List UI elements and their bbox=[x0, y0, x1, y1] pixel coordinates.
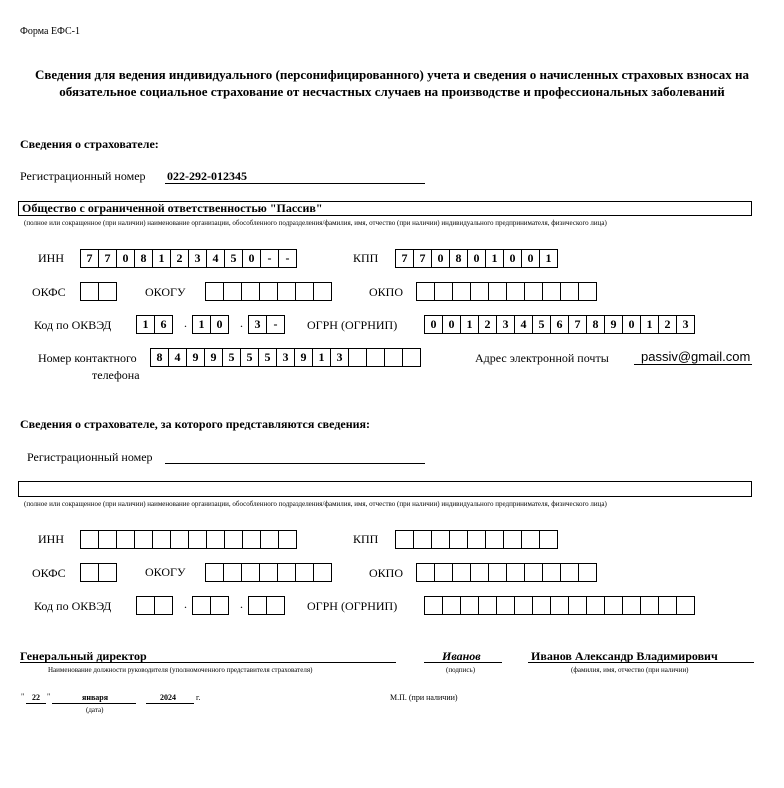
signer-fio: Иванов Александр Владимирович bbox=[531, 649, 718, 663]
insured-inn-field[interactable] bbox=[80, 530, 297, 549]
char-cell bbox=[587, 597, 605, 614]
insurer-okfs-field[interactable] bbox=[80, 282, 117, 301]
char-cell bbox=[623, 597, 641, 614]
insurer-reg-number: 022-292-012345 bbox=[167, 169, 247, 183]
char-cell bbox=[99, 564, 117, 581]
insured-reg-field[interactable] bbox=[165, 463, 425, 464]
insured-okved-label: Код по ОКВЭД bbox=[34, 599, 112, 613]
insurer-reg-label: Регистрационный номер bbox=[20, 169, 146, 183]
insured-kpp-label: КПП bbox=[353, 532, 379, 546]
insurer-ogrn-field[interactable] bbox=[424, 315, 695, 334]
insurer-inn-field[interactable] bbox=[80, 249, 297, 268]
char-cell: 3 bbox=[331, 349, 349, 366]
char-cell: 3 bbox=[497, 316, 515, 333]
insured-okpo-field[interactable] bbox=[416, 563, 597, 582]
insurer-okved-field-1[interactable] bbox=[136, 315, 173, 334]
char-cell bbox=[471, 283, 489, 300]
char-cell bbox=[224, 283, 242, 300]
char-cell bbox=[479, 597, 497, 614]
date-hint: (дата) bbox=[86, 706, 104, 714]
insured-ogrn-field[interactable] bbox=[424, 596, 695, 615]
char-cell bbox=[260, 564, 278, 581]
char-cell: 0 bbox=[468, 250, 486, 267]
date-quote-open: " bbox=[21, 692, 25, 701]
char-cell: 5 bbox=[259, 349, 277, 366]
char-cell bbox=[504, 531, 522, 548]
insurer-okpo-label: ОКПО bbox=[369, 285, 404, 299]
char-cell bbox=[497, 597, 515, 614]
char-cell bbox=[260, 283, 278, 300]
char-cell: 8 bbox=[151, 349, 169, 366]
char-cell: 2 bbox=[479, 316, 497, 333]
insurer-phone-label-2: телефона bbox=[92, 368, 140, 382]
char-cell bbox=[117, 531, 135, 548]
char-cell bbox=[414, 531, 432, 548]
char-cell: 3 bbox=[677, 316, 695, 333]
insured-okfs-label: ОКФС bbox=[32, 566, 66, 580]
char-cell: 8 bbox=[450, 250, 468, 267]
char-cell: 1 bbox=[641, 316, 659, 333]
char-cell: 8 bbox=[135, 250, 153, 267]
insurer-phone-field[interactable] bbox=[150, 348, 421, 367]
char-cell bbox=[453, 564, 471, 581]
insured-reg-label: Регистрационный номер bbox=[27, 450, 153, 464]
date-quote-close: " bbox=[47, 692, 51, 701]
char-cell: 9 bbox=[295, 349, 313, 366]
char-cell bbox=[206, 283, 224, 300]
insured-ogrn-label: ОГРН (ОГРНИП) bbox=[307, 599, 398, 613]
char-cell: 1 bbox=[540, 250, 558, 267]
char-cell bbox=[137, 597, 155, 614]
char-cell: 7 bbox=[569, 316, 587, 333]
position-underline bbox=[20, 662, 396, 663]
char-cell bbox=[403, 349, 421, 366]
char-cell: 1 bbox=[461, 316, 479, 333]
char-cell: 0 bbox=[443, 316, 461, 333]
insurer-okved-field-2[interactable] bbox=[192, 315, 229, 334]
char-cell: 4 bbox=[169, 349, 187, 366]
insurer-okved-field-3[interactable] bbox=[248, 315, 285, 334]
okved-dot: . bbox=[240, 597, 243, 611]
page-title: Сведения для ведения индивидуального (персонифицированного) учета и сведения о начисленных страховых взносах на обязательное социальное страхование от несчастных случаев на производстве и профессиональных заболеваний bbox=[34, 67, 750, 99]
stamp-note: М.П. (при наличии) bbox=[390, 693, 458, 702]
char-cell: 3 bbox=[249, 316, 267, 333]
insured-okved-field-2[interactable] bbox=[192, 596, 229, 615]
insurer-email-label: Адрес электронной почты bbox=[475, 351, 609, 365]
insurer-okpo-field[interactable] bbox=[416, 282, 597, 301]
char-cell bbox=[561, 283, 579, 300]
insurer-inn-label: ИНН bbox=[38, 251, 64, 265]
char-cell: - bbox=[279, 250, 297, 267]
month-underline bbox=[52, 703, 136, 704]
char-cell bbox=[279, 531, 297, 548]
char-cell bbox=[99, 531, 117, 548]
char-cell: 0 bbox=[623, 316, 641, 333]
char-cell bbox=[278, 564, 296, 581]
char-cell: 0 bbox=[211, 316, 229, 333]
char-cell bbox=[540, 531, 558, 548]
char-cell bbox=[435, 564, 453, 581]
char-cell bbox=[443, 597, 461, 614]
char-cell bbox=[296, 283, 314, 300]
char-cell: 4 bbox=[515, 316, 533, 333]
signer-position: Генеральный директор bbox=[20, 649, 147, 663]
insured-heading: Сведения о страхователе, за которого представляются сведения: bbox=[20, 417, 371, 431]
insurer-name-hint: (полное или сокращенное (при наличии) наименование организации, обособленного подразделения/фамилия, имя, отчество (при наличии) индивидуального предпринимателя, физического лица) bbox=[24, 219, 607, 227]
date-year-suffix: г. bbox=[196, 693, 201, 702]
char-cell bbox=[425, 597, 443, 614]
char-cell bbox=[551, 597, 569, 614]
char-cell: 2 bbox=[659, 316, 677, 333]
char-cell bbox=[207, 531, 225, 548]
char-cell: 0 bbox=[117, 250, 135, 267]
fio-underline bbox=[528, 662, 754, 663]
char-cell: 1 bbox=[193, 316, 211, 333]
insurer-ogrn-label: ОГРН (ОГРНИП) bbox=[307, 318, 398, 332]
insured-okfs-field[interactable] bbox=[80, 563, 117, 582]
char-cell bbox=[543, 283, 561, 300]
char-cell: 9 bbox=[205, 349, 223, 366]
char-cell: 1 bbox=[153, 250, 171, 267]
insurer-phone-label: Номер контактного bbox=[38, 351, 137, 365]
char-cell: 7 bbox=[396, 250, 414, 267]
char-cell: 2 bbox=[171, 250, 189, 267]
form-code: Форма ЕФС-1 bbox=[20, 26, 80, 37]
insured-okved-field-1[interactable] bbox=[136, 596, 173, 615]
char-cell bbox=[468, 531, 486, 548]
char-cell: 3 bbox=[189, 250, 207, 267]
char-cell bbox=[579, 283, 597, 300]
date-month: января bbox=[82, 693, 109, 702]
char-cell: 7 bbox=[414, 250, 432, 267]
day-underline bbox=[26, 703, 46, 704]
insurer-kpp-label: КПП bbox=[353, 251, 379, 265]
char-cell: 6 bbox=[551, 316, 569, 333]
char-cell bbox=[432, 531, 450, 548]
char-cell bbox=[225, 531, 243, 548]
char-cell bbox=[677, 597, 695, 614]
char-cell bbox=[417, 283, 435, 300]
insurer-heading: Сведения о страхователе: bbox=[20, 137, 159, 151]
char-cell bbox=[171, 531, 189, 548]
char-cell bbox=[396, 531, 414, 548]
char-cell: 0 bbox=[432, 250, 450, 267]
char-cell: 0 bbox=[504, 250, 522, 267]
char-cell bbox=[296, 564, 314, 581]
insurer-okogu-field[interactable] bbox=[205, 282, 332, 301]
char-cell bbox=[605, 597, 623, 614]
char-cell bbox=[486, 531, 504, 548]
signature-hint: (подпись) bbox=[446, 666, 476, 674]
char-cell: - bbox=[261, 250, 279, 267]
char-cell bbox=[267, 597, 285, 614]
insurer-kpp-field[interactable] bbox=[395, 249, 558, 268]
char-cell bbox=[489, 564, 507, 581]
okved-dot: . bbox=[184, 597, 187, 611]
char-cell: 5 bbox=[533, 316, 551, 333]
char-cell bbox=[243, 531, 261, 548]
char-cell: 8 bbox=[587, 316, 605, 333]
char-cell bbox=[206, 564, 224, 581]
char-cell bbox=[435, 283, 453, 300]
char-cell bbox=[224, 564, 242, 581]
insured-inn-label: ИНН bbox=[38, 532, 64, 546]
char-cell bbox=[641, 597, 659, 614]
char-cell: 5 bbox=[241, 349, 259, 366]
char-cell bbox=[153, 531, 171, 548]
insured-okved-field-3[interactable] bbox=[248, 596, 285, 615]
char-cell bbox=[507, 283, 525, 300]
char-cell bbox=[385, 349, 403, 366]
date-year: 2024 bbox=[160, 693, 176, 702]
char-cell bbox=[314, 564, 332, 581]
insurer-okogu-label: ОКОГУ bbox=[145, 285, 186, 299]
char-cell bbox=[242, 564, 260, 581]
char-cell: 1 bbox=[137, 316, 155, 333]
char-cell bbox=[99, 283, 117, 300]
insurer-reg-underline bbox=[165, 183, 425, 184]
char-cell bbox=[155, 597, 173, 614]
char-cell bbox=[471, 564, 489, 581]
char-cell bbox=[349, 349, 367, 366]
char-cell bbox=[417, 564, 435, 581]
char-cell bbox=[314, 283, 332, 300]
char-cell bbox=[522, 531, 540, 548]
insured-kpp-field[interactable] bbox=[395, 530, 558, 549]
insurer-email-value: passiv@gmail.com bbox=[641, 349, 751, 364]
char-cell: 0 bbox=[522, 250, 540, 267]
char-cell bbox=[525, 283, 543, 300]
char-cell bbox=[189, 531, 207, 548]
char-cell bbox=[81, 283, 99, 300]
date-day: 22 bbox=[32, 693, 40, 702]
char-cell bbox=[367, 349, 385, 366]
insurer-okved-label: Код по ОКВЭД bbox=[34, 318, 112, 332]
insured-okpo-label: ОКПО bbox=[369, 566, 404, 580]
char-cell: 3 bbox=[277, 349, 295, 366]
char-cell: 0 bbox=[425, 316, 443, 333]
char-cell: 6 bbox=[155, 316, 173, 333]
char-cell bbox=[135, 531, 153, 548]
char-cell bbox=[659, 597, 677, 614]
year-underline bbox=[146, 703, 194, 704]
char-cell: 5 bbox=[225, 250, 243, 267]
char-cell bbox=[533, 597, 551, 614]
insurer-email-underline bbox=[634, 364, 752, 365]
char-cell bbox=[515, 597, 533, 614]
char-cell bbox=[543, 564, 561, 581]
insurer-name-field[interactable]: Общество с ограниченной ответственностью "Пассив" bbox=[18, 201, 752, 216]
char-cell bbox=[242, 283, 260, 300]
char-cell bbox=[525, 564, 543, 581]
char-cell: 5 bbox=[223, 349, 241, 366]
signer-signature: Иванов bbox=[442, 649, 481, 663]
okved-dot: . bbox=[184, 316, 187, 330]
char-cell: 1 bbox=[486, 250, 504, 267]
char-cell: - bbox=[267, 316, 285, 333]
char-cell bbox=[489, 283, 507, 300]
insured-okogu-label: ОКОГУ bbox=[145, 565, 186, 579]
signature-underline bbox=[424, 662, 502, 663]
char-cell bbox=[561, 564, 579, 581]
char-cell: 9 bbox=[605, 316, 623, 333]
char-cell bbox=[193, 597, 211, 614]
char-cell bbox=[453, 283, 471, 300]
char-cell: 7 bbox=[99, 250, 117, 267]
char-cell: 7 bbox=[81, 250, 99, 267]
insured-name-field[interactable] bbox=[18, 481, 752, 497]
char-cell bbox=[579, 564, 597, 581]
insurer-okfs-label: ОКФС bbox=[32, 285, 66, 299]
char-cell: 4 bbox=[207, 250, 225, 267]
char-cell bbox=[278, 283, 296, 300]
char-cell bbox=[569, 597, 587, 614]
char-cell bbox=[81, 531, 99, 548]
char-cell bbox=[261, 531, 279, 548]
char-cell: 1 bbox=[313, 349, 331, 366]
insured-okogu-field[interactable] bbox=[205, 563, 332, 582]
position-hint: Наименование должности руководителя (уполномоченного представителя страхователя) bbox=[48, 666, 313, 674]
char-cell bbox=[461, 597, 479, 614]
okved-dot: . bbox=[240, 316, 243, 330]
char-cell bbox=[249, 597, 267, 614]
insured-name-hint: (полное или сокращенное (при наличии) наименование организации, обособленного подразделения/фамилия, имя, отчество (при наличии) индивидуального предпринимателя, физического лица) bbox=[24, 500, 607, 508]
char-cell: 9 bbox=[187, 349, 205, 366]
char-cell bbox=[450, 531, 468, 548]
char-cell: 0 bbox=[243, 250, 261, 267]
char-cell bbox=[81, 564, 99, 581]
char-cell bbox=[211, 597, 229, 614]
char-cell bbox=[507, 564, 525, 581]
fio-hint: (фамилия, имя, отчество (при наличии) bbox=[571, 666, 689, 674]
